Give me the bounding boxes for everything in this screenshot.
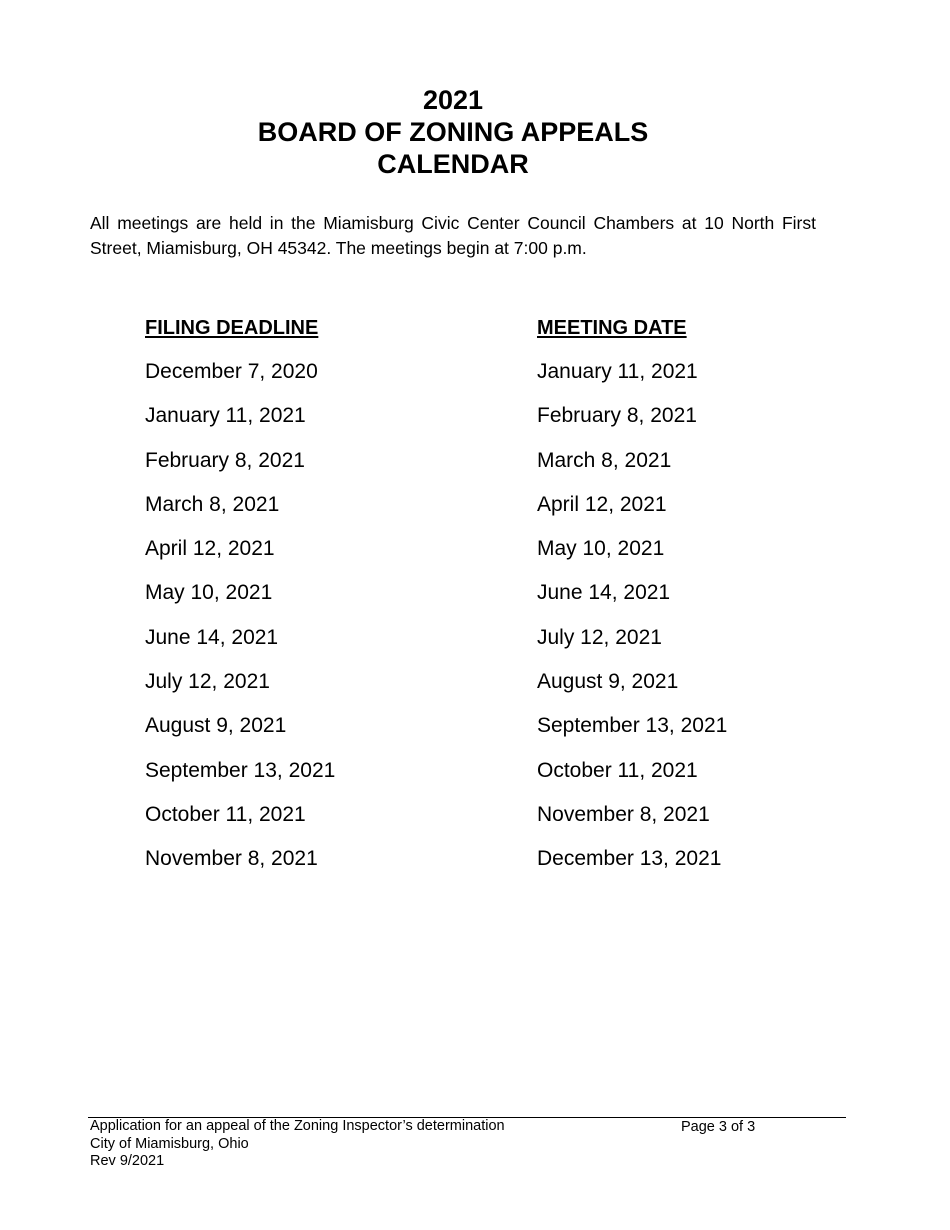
schedule-row [145,401,765,445]
meeting-date-cell: November 8, 2021 [537,802,710,826]
schedule-row [145,490,765,534]
intro-paragraph: All meetings are held in the Miamisburg Civic Center Council Chambers at 10 North First Street, Miamisburg, OH 45342. The meetings begin at 7:00 p.m. [90,213,816,258]
footer-city: City of Miamisburg, Ohio [90,1135,249,1152]
meeting-date-cell: October 11, 2021 [537,758,698,782]
filing-deadline-cell: April 12, 2021 [145,537,275,561]
meeting-date-cell: April 12, 2021 [537,492,667,516]
title-year: 2021 [422,85,484,115]
meeting-date-cell: May 10, 2021 [537,537,665,561]
meeting-date-cell: December 13, 2021 [537,847,722,871]
filing-deadline-cell: May 10, 2021 [145,581,273,605]
page-title [0,84,906,180]
footer-revision: Rev 9/2021 [90,1153,165,1169]
meeting-date-cell: February 8, 2021 [537,404,697,428]
meeting-date-cell: September 13, 2021 [537,714,728,738]
title-board: BOARD OF ZONING APPEALS [257,117,649,147]
meeting-date-cell: June 14, 2021 [537,581,671,605]
filing-deadline-cell: August 9, 2021 [145,714,287,738]
schedule-row [145,623,765,667]
schedule-row [145,534,765,578]
meeting-date-cell: January 11, 2021 [537,360,698,383]
filing-deadline-cell: December 7, 2020 [145,360,318,383]
schedule-row [145,578,765,622]
filing-deadline-cell: March 8, 2021 [145,492,280,516]
schedule-row [145,711,765,755]
footer-application-title: Application for an appeal of the Zoning Inspector’s determination [90,1118,505,1134]
schedule-row [145,844,765,888]
schedule-rows [145,357,765,889]
filing-deadline-cell: February 8, 2021 [145,448,305,472]
filing-deadline-cell: October 11, 2021 [145,802,306,826]
meeting-date-cell: March 8, 2021 [537,448,672,472]
footer-page-number: Page 3 of 3 [681,1119,756,1135]
filing-deadline-cell: June 14, 2021 [145,625,279,649]
schedule-row [145,756,765,800]
meeting-date-cell: July 12, 2021 [537,625,662,649]
title-calendar: CALENDAR [377,149,529,179]
meeting-date-cell: August 9, 2021 [537,670,679,694]
schedule-row [145,667,765,711]
schedule-row [145,800,765,844]
schedule-row [145,357,765,401]
meeting-date-header: MEETING DATE [537,317,687,339]
filing-deadline-cell: January 11, 2021 [145,404,306,428]
filing-deadline-cell: September 13, 2021 [145,758,336,782]
filing-deadline-cell: November 8, 2021 [145,847,318,871]
filing-deadline-cell: July 12, 2021 [145,670,270,694]
schedule-row [145,446,765,490]
page-footer [88,1117,846,1171]
filing-deadline-header: FILING DEADLINE [145,317,319,339]
